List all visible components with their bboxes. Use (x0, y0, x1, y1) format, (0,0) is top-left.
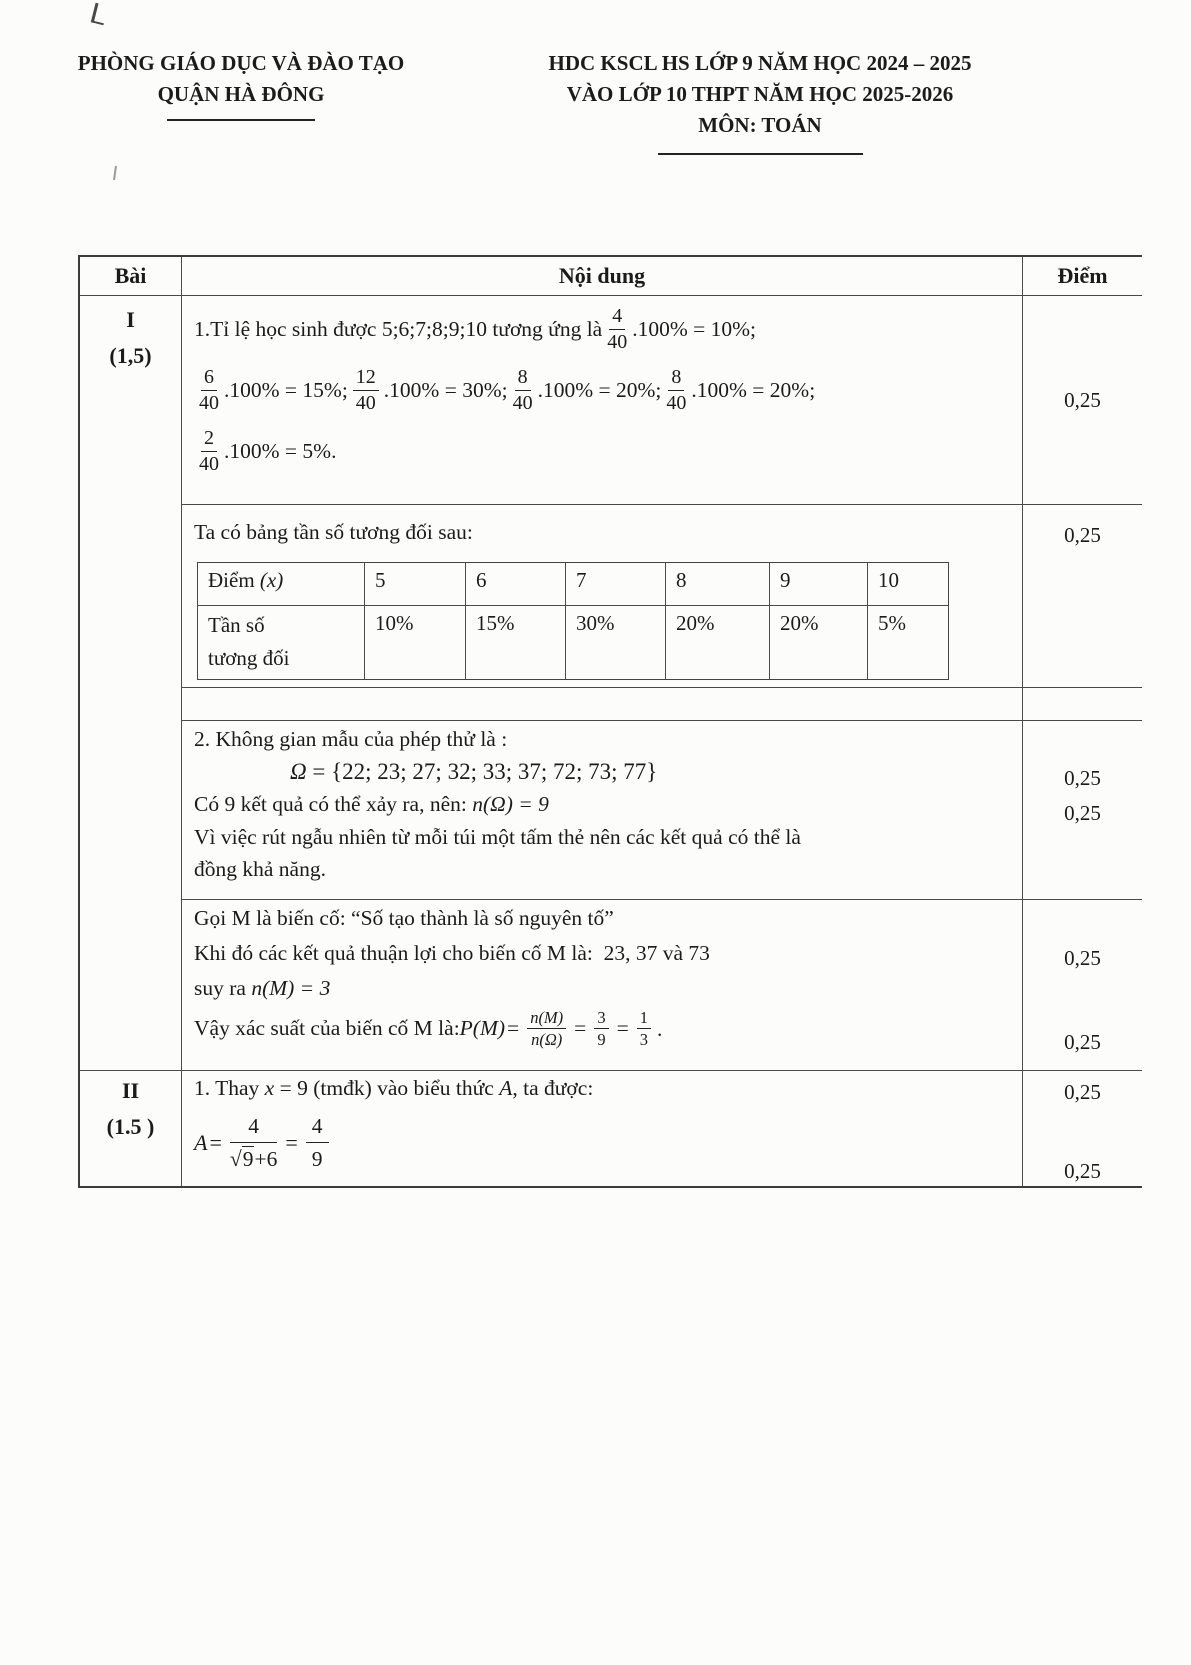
answer-row-event-probability (182, 900, 1022, 1070)
scan-artifact (113, 166, 117, 180)
freq-header-label: Điểm (x) (198, 563, 364, 605)
scan-artifact (91, 3, 108, 26)
freq-row-label: Tần số tương đối (198, 606, 364, 679)
freq-header-value: 9 (770, 563, 867, 605)
math-line (194, 299, 1012, 360)
score-value: 0,25 (1064, 387, 1101, 412)
text-line: đồng khả năng. (194, 857, 326, 881)
column-header-diem: Điểm (1023, 257, 1142, 295)
empty-spacer-cell (1023, 688, 1142, 720)
header-underline (658, 153, 863, 155)
score-value: 0,25 (1064, 523, 1101, 547)
probability-formula-line: Vậy xác suất của biến cố M là: P(M) = $\frac{n(M)}{n(\Omega)}$ = $\frac{3}{9}$ = $\frac{1}{3}$ . (194, 1008, 663, 1049)
problem-I-points: (1,5) (109, 343, 152, 368)
score-value: 0,25 (1064, 1030, 1101, 1054)
freq-header-value: 7 (566, 563, 665, 605)
text-line: Gọi M là biến cố: “Số tạo thành là số nguyên tố” (194, 906, 614, 930)
text-segment: .100% = 20%; (691, 378, 816, 402)
fraction-8-40: $\frac{8}{40}$ (512, 366, 533, 414)
fraction-nM-nOmega: $\frac{n(M)}{n(\Omega)}$ (527, 1008, 566, 1049)
answer-row-substitution (182, 1071, 1022, 1186)
score-value: 0,25 (1064, 1159, 1101, 1183)
freq-header-value: 10 (868, 563, 948, 605)
column-header-noidung: Nội dung (182, 257, 1022, 295)
fraction-4-sqrt9plus6: $\frac{4}{√9+6}$ (229, 1114, 278, 1171)
score-cell (1023, 1071, 1142, 1186)
fraction-4-40: $\frac{4}{40}$ (607, 305, 628, 353)
math-line: suy ra n(M) = 3 (194, 976, 331, 1000)
score-cell (1023, 721, 1142, 899)
text-segment: .100% = 15%; (224, 378, 348, 402)
math-line (194, 421, 1012, 482)
title-line2: VÀO LỚP 10 THPT NĂM HỌC 2025-2026 (566, 82, 954, 106)
score-cell (1023, 505, 1142, 687)
score-value: 0,25 (1064, 801, 1101, 825)
header-underline (167, 119, 315, 121)
fraction-8-40: $\frac{8}{40}$ (666, 366, 687, 414)
math-line (194, 360, 1012, 421)
text-line: Ta có bảng tần số tương đối sau: (194, 520, 473, 544)
freq-header-value: 5 (365, 563, 465, 605)
issuing-authority (46, 48, 436, 121)
problem-II-numeral: II (121, 1078, 140, 1103)
score-cell (1023, 900, 1142, 1070)
grading-table (78, 255, 1142, 1188)
freq-value: 20% (770, 606, 867, 679)
answer-row-frequency-table (182, 505, 1022, 687)
text-segment: 1.Tỉ lệ học sinh được 5;6;7;8;9;10 tương ứng là (194, 317, 603, 341)
freq-value: 15% (466, 606, 565, 679)
answer-row-percentages (182, 296, 1022, 504)
text-segment: .100% = 5%. (224, 439, 337, 463)
fraction-3-9: $\frac{3}{9}$ (594, 1008, 608, 1049)
freq-header-value: 6 (466, 563, 565, 605)
fraction-2-40: $\frac{2}{40}$ (199, 427, 219, 475)
freq-value: 10% (365, 606, 465, 679)
authority-line1: PHÒNG GIÁO DỤC VÀ ĐÀO TẠO (77, 51, 405, 75)
text-segment: .100% = 20%; (537, 378, 662, 402)
authority-line2: QUẬN HÀ ĐÔNG (157, 82, 325, 106)
radical-sign: √ (229, 1147, 242, 1171)
denominator-sqrt: √9+6 (229, 1147, 278, 1171)
freq-value: 20% (666, 606, 769, 679)
score-value: 0,25 (1064, 1080, 1101, 1104)
freq-value: 5% (868, 606, 948, 679)
title-subject: MÔN: TOÁN (698, 113, 822, 137)
text-line: 1. Thay x = 9 (tmđk) vào biểu thức A, ta được: (194, 1076, 594, 1100)
expression-A-formula: A = $\frac{4}{√9+6}$ = $\frac{4}{9}$ (194, 1113, 1012, 1172)
text-line: Vì việc rút ngẫu nhiên từ mỗi túi một tấm thẻ nên các kết quả có thể là (194, 824, 801, 849)
freq-value: 30% (566, 606, 665, 679)
text-segment: .100% = 10%; (632, 317, 757, 341)
score-value: 0,25 (1064, 766, 1101, 790)
problem-I-label (80, 296, 181, 1070)
problem-II-label (80, 1071, 181, 1186)
freq-header-value: 8 (666, 563, 769, 605)
column-header-bai: Bài (80, 257, 181, 295)
fraction-4-9: $\frac{4}{9}$ (306, 1113, 329, 1172)
fraction-12-40: $\frac{12}{40}$ (353, 366, 379, 415)
document-title (500, 48, 1020, 155)
fraction-6-40: $\frac{6}{40}$ (199, 366, 219, 414)
score-cell (1023, 296, 1142, 504)
score-value: 0,25 (1064, 946, 1101, 970)
text-line: 2. Không gian mẫu của phép thử là : (194, 727, 508, 751)
relative-frequency-table (197, 562, 949, 680)
math-line: Ω = {22; 23; 27; 32; 33; 37; 72; 73; 77} (290, 758, 658, 784)
math-line: Có 9 kết quả có thể xảy ra, nên: n(Ω) = 9 (194, 792, 549, 816)
fraction-1-3: $\frac{1}{3}$ (637, 1008, 651, 1049)
text-segment: .100% = 30%; (383, 378, 508, 402)
answer-row-sample-space (182, 721, 1022, 899)
text-line: Khi đó các kết quả thuận lợi cho biến cố M là: 23, 37 và 73 (194, 941, 710, 965)
problem-II-points: (1.5 ) (106, 1114, 155, 1139)
empty-spacer-cell (182, 688, 1022, 720)
problem-I-numeral: I (126, 307, 135, 332)
title-line1: HDC KSCL HS LỚP 9 NĂM HỌC 2024 – 2025 (548, 51, 972, 75)
